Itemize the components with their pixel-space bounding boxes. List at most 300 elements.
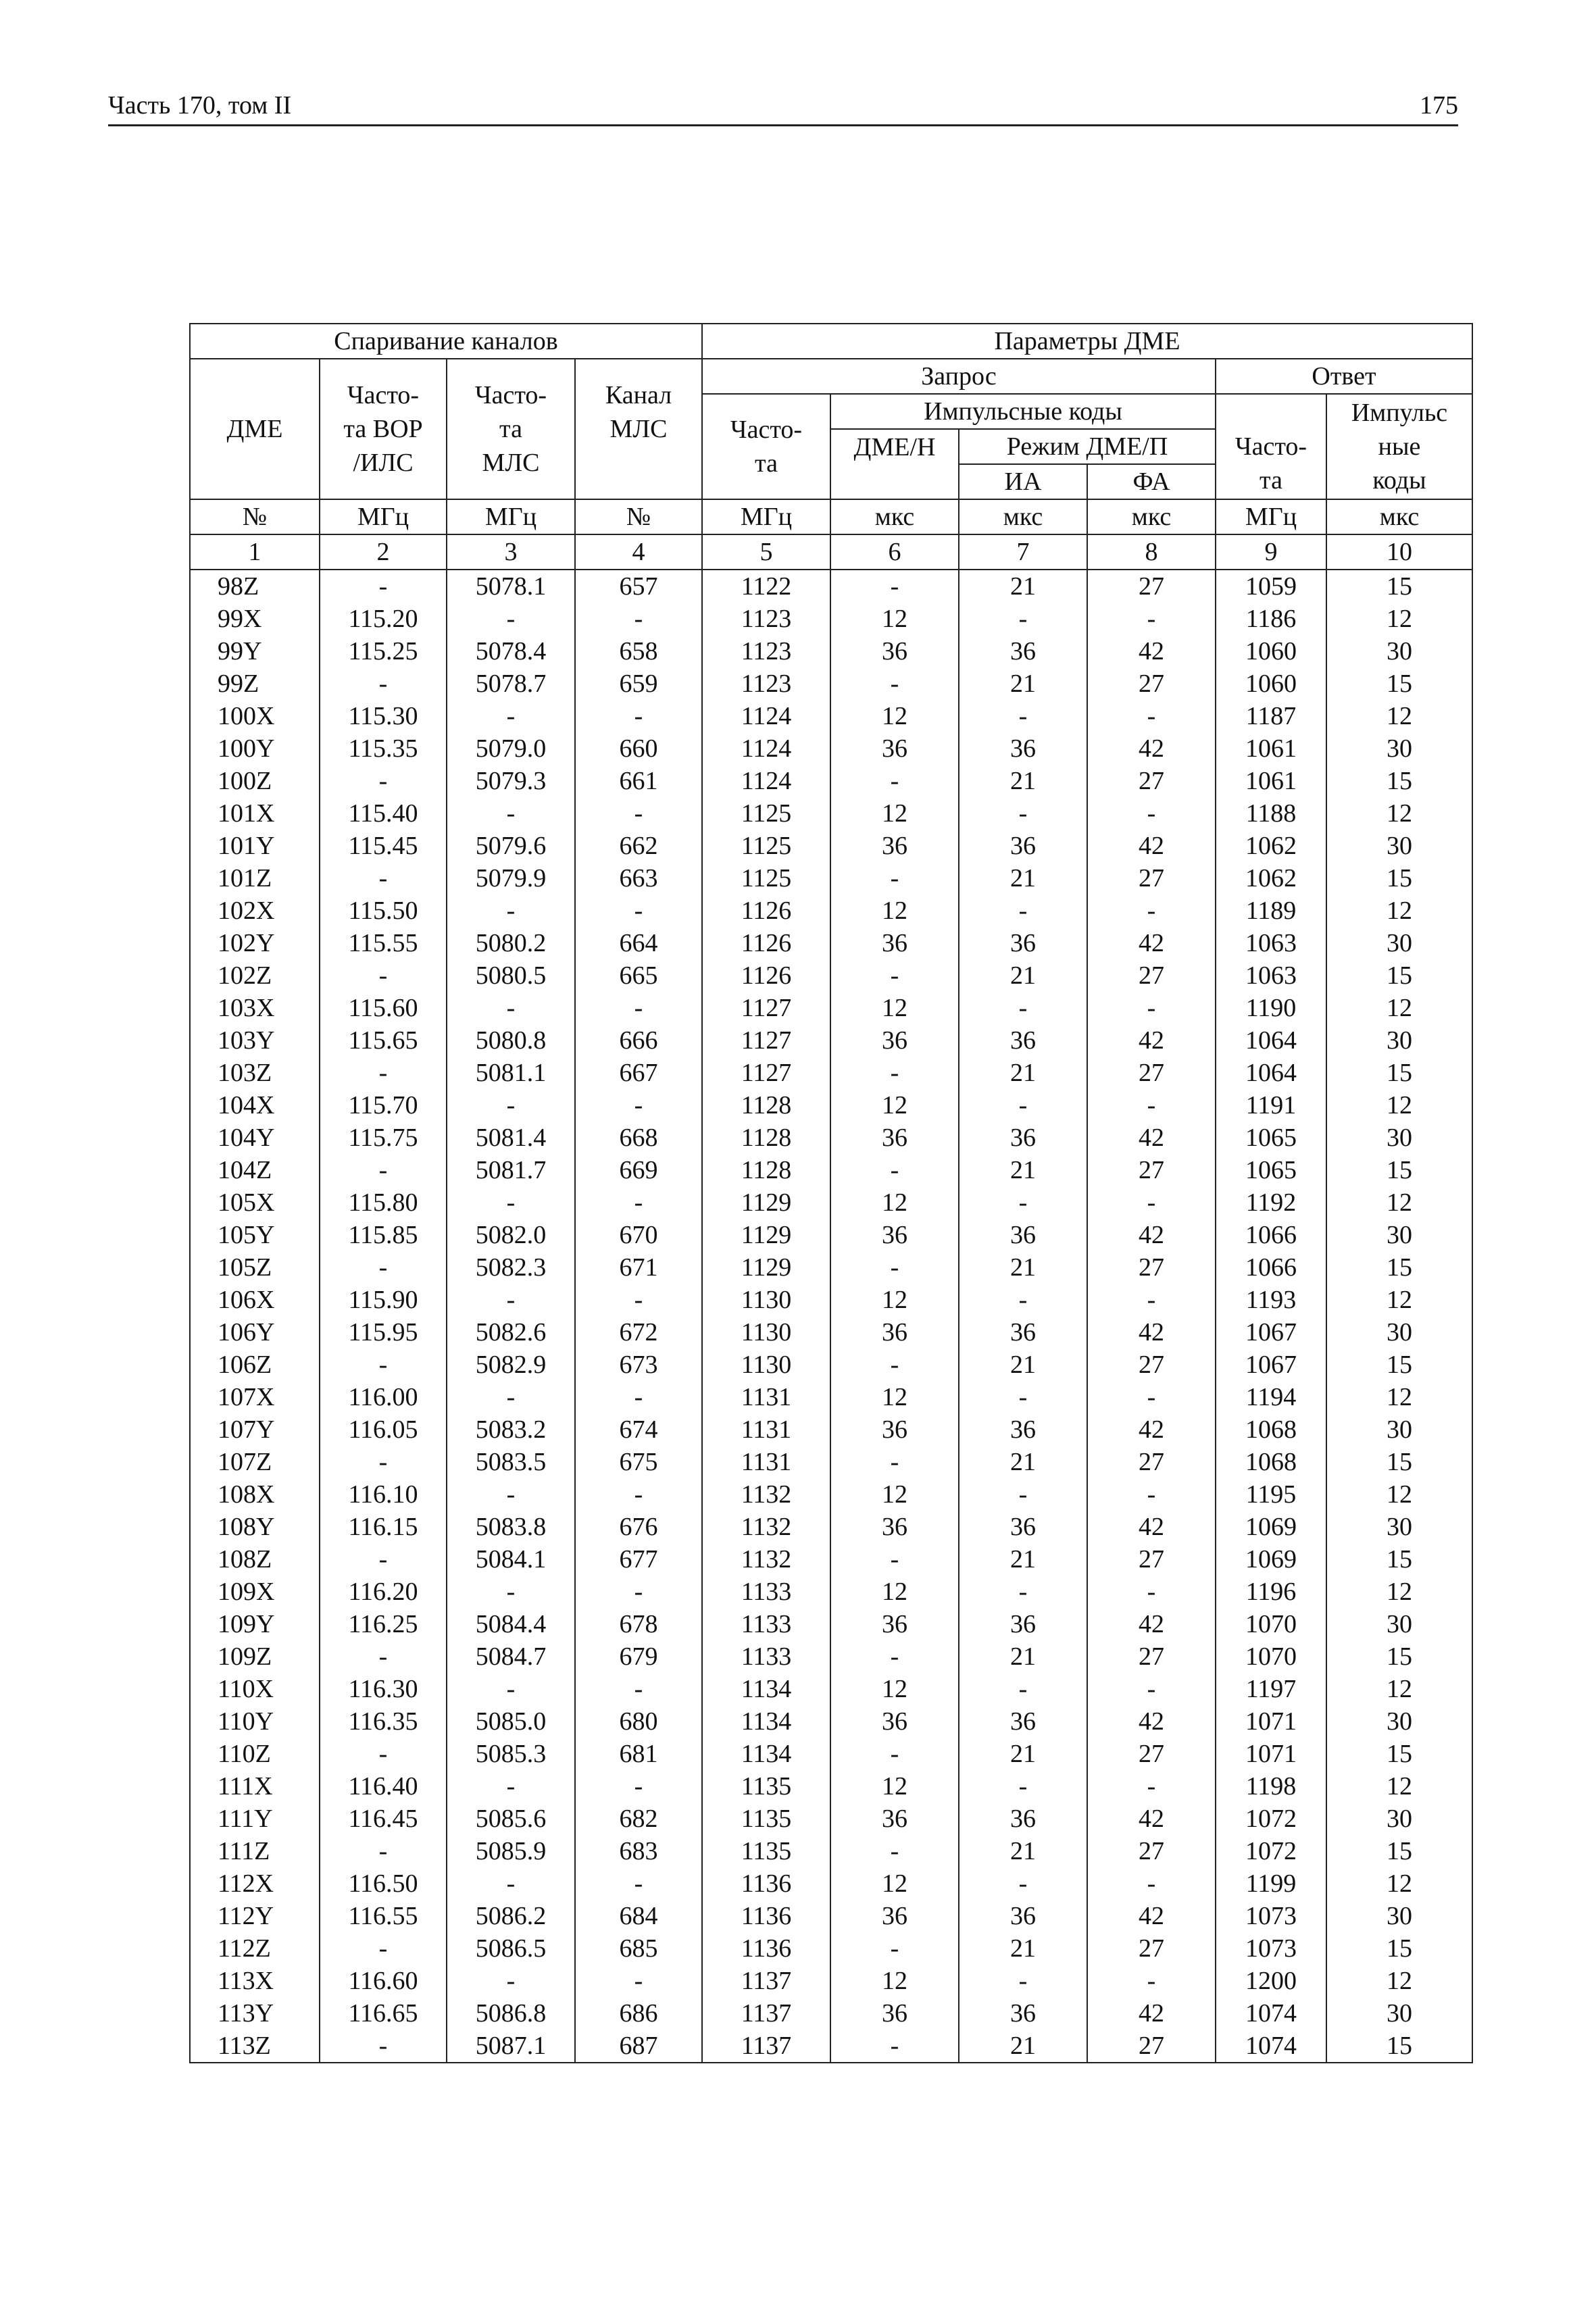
table-cell: 116.15 (320, 1511, 447, 1543)
table-cell: - (830, 1932, 959, 1965)
table-row (190, 797, 1472, 830)
table-row (190, 1803, 1472, 1835)
table-cell: 1136 (702, 1932, 830, 1965)
table-cell: 1065 (1216, 1122, 1326, 1154)
table-cell: 109X (190, 1576, 320, 1608)
table-row (190, 1835, 1472, 1867)
table-cell: 5082.3 (447, 1251, 575, 1284)
table-cell: 36 (959, 1511, 1087, 1543)
table-cell: - (320, 765, 447, 797)
group-dme-parameters: Параметры ДМЕ (702, 324, 1472, 359)
table-cell: 677 (575, 1543, 702, 1576)
table-row (190, 1770, 1472, 1803)
table-cell: 1070 (1216, 1640, 1326, 1673)
table-cell: 1131 (702, 1446, 830, 1478)
table-cell: 116.30 (320, 1673, 447, 1705)
table-cell: 1072 (1216, 1835, 1326, 1867)
table-cell: 1189 (1216, 895, 1326, 927)
table-cell: 104Z (190, 1154, 320, 1186)
col-dme-n-header: ДМЕ/Н (830, 429, 959, 499)
unit-cell: МГц (1216, 499, 1326, 534)
table-cell: - (1087, 992, 1216, 1024)
table-cell: - (575, 603, 702, 635)
table-cell: - (320, 1738, 447, 1770)
table-cell: 103Z (190, 1057, 320, 1089)
table-cell: 42 (1087, 1219, 1216, 1251)
table-cell: 15 (1326, 1543, 1472, 1576)
table-cell: 15 (1326, 668, 1472, 700)
column-number-cell: 4 (575, 534, 702, 570)
table-row (190, 1576, 1472, 1608)
table-cell: 12 (1326, 797, 1472, 830)
table-cell: 1068 (1216, 1446, 1326, 1478)
table-cell: 115.40 (320, 797, 447, 830)
table-cell: 1063 (1216, 927, 1326, 959)
table-cell: 1124 (702, 700, 830, 732)
table-cell: 673 (575, 1349, 702, 1381)
group-reply: Ответ (1216, 359, 1472, 394)
table-row (190, 1349, 1472, 1381)
table-cell: 115.95 (320, 1316, 447, 1349)
col-dme-header: ДМЕ (190, 359, 320, 499)
table-cell: 21 (959, 1057, 1087, 1089)
table-cell: 116.05 (320, 1413, 447, 1446)
table-cell: 1129 (702, 1219, 830, 1251)
table-cell: 36 (959, 635, 1087, 668)
table-cell: 1132 (702, 1511, 830, 1543)
table-cell: - (447, 1381, 575, 1413)
table-cell: 12 (1326, 1576, 1472, 1608)
table-cell: 116.60 (320, 1965, 447, 1997)
table-cell: 1060 (1216, 635, 1326, 668)
table-cell: 36 (830, 732, 959, 765)
table-cell: 36 (830, 1413, 959, 1446)
table-cell: 5078.1 (447, 570, 575, 603)
table-cell: 5078.4 (447, 635, 575, 668)
table-cell: 12 (830, 1576, 959, 1608)
table-cell: 1066 (1216, 1251, 1326, 1284)
table-cell: 5086.2 (447, 1900, 575, 1932)
table-cell: - (320, 1932, 447, 1965)
table-cell: 1190 (1216, 992, 1326, 1024)
table-row (190, 603, 1472, 635)
table-cell: - (447, 895, 575, 927)
table-cell: 1135 (702, 1835, 830, 1867)
table-cell: 106Z (190, 1349, 320, 1381)
table-cell: 12 (830, 1965, 959, 1997)
table-cell: 15 (1326, 1349, 1472, 1381)
units-row (190, 499, 1472, 534)
table-cell: 27 (1087, 1738, 1216, 1770)
table-cell: 1061 (1216, 732, 1326, 765)
table-cell: 42 (1087, 1900, 1216, 1932)
table-cell: 36 (959, 732, 1087, 765)
table-cell: 104X (190, 1089, 320, 1122)
column-number-cell: 2 (320, 534, 447, 570)
table-cell: 36 (959, 1219, 1087, 1251)
unit-cell: мкс (959, 499, 1087, 534)
table-cell: 1191 (1216, 1089, 1326, 1122)
table-cell: 15 (1326, 862, 1472, 895)
table-cell: 36 (959, 1024, 1087, 1057)
table-cell: - (447, 1673, 575, 1705)
table-cell: 105X (190, 1186, 320, 1219)
table-cell: 115.50 (320, 895, 447, 927)
unit-cell: мкс (830, 499, 959, 534)
table-cell: 5084.1 (447, 1543, 575, 1576)
table-cell: - (575, 1186, 702, 1219)
group-dme-p-mode: Режим ДМЕ/П (959, 429, 1216, 464)
table-cell: 1074 (1216, 1997, 1326, 2030)
table-cell: - (575, 1770, 702, 1803)
dme-channel-table (189, 323, 1473, 2063)
unit-cell: мкс (1087, 499, 1216, 534)
table-row (190, 1738, 1472, 1770)
table-cell: 1131 (702, 1381, 830, 1413)
table-cell: 42 (1087, 927, 1216, 959)
table-cell: - (575, 1673, 702, 1705)
table-cell: 116.55 (320, 1900, 447, 1932)
table-cell: 12 (1326, 700, 1472, 732)
table-row (190, 635, 1472, 668)
col-vor-ils-freq-header: Часто- та ВОР /ИЛС (320, 359, 447, 499)
table-cell: 681 (575, 1738, 702, 1770)
table-cell: - (959, 992, 1087, 1024)
table-cell: - (575, 1576, 702, 1608)
table-cell: 27 (1087, 765, 1216, 797)
table-cell: 1126 (702, 927, 830, 959)
table-cell: - (1087, 895, 1216, 927)
table-cell: 5081.4 (447, 1122, 575, 1154)
table-cell: 36 (959, 1608, 1087, 1640)
table-cell: 682 (575, 1803, 702, 1835)
table-cell: - (320, 959, 447, 992)
table-cell: 36 (830, 1705, 959, 1738)
table-cell: - (959, 1965, 1087, 1997)
table-row (190, 668, 1472, 700)
table-row (190, 1608, 1472, 1640)
table-cell: - (830, 1057, 959, 1089)
table-cell: 664 (575, 927, 702, 959)
table-cell: - (575, 1867, 702, 1900)
table-cell: 15 (1326, 1932, 1472, 1965)
table-cell: - (320, 1446, 447, 1478)
table-cell: 36 (959, 1900, 1087, 1932)
table-cell: 111Z (190, 1835, 320, 1867)
table-cell: 670 (575, 1219, 702, 1251)
table-cell: 115.35 (320, 732, 447, 765)
table-cell: 116.35 (320, 1705, 447, 1738)
table-cell: 110Z (190, 1738, 320, 1770)
table-cell: 27 (1087, 1835, 1216, 1867)
table-row (190, 570, 1472, 603)
table-row (190, 1089, 1472, 1122)
column-number-cell: 6 (830, 534, 959, 570)
table-cell: 27 (1087, 959, 1216, 992)
table-row (190, 1867, 1472, 1900)
table-cell: - (320, 1835, 447, 1867)
table-cell: 1071 (1216, 1738, 1326, 1770)
table-cell: 1130 (702, 1284, 830, 1316)
table-cell: - (1087, 1770, 1216, 1803)
table-cell: 5080.2 (447, 927, 575, 959)
table-cell: 42 (1087, 1511, 1216, 1543)
table-cell: 1071 (1216, 1705, 1326, 1738)
table-row (190, 1446, 1472, 1478)
unit-cell: мкс (1326, 499, 1472, 534)
table-row (190, 1965, 1472, 1997)
table-row (190, 1316, 1472, 1349)
table-cell: 1129 (702, 1251, 830, 1284)
table-cell: - (830, 1251, 959, 1284)
table-cell: 5079.6 (447, 830, 575, 862)
table-cell: 27 (1087, 1543, 1216, 1576)
table-cell: 104Y (190, 1122, 320, 1154)
column-number-cell: 10 (1326, 534, 1472, 570)
table-cell: 662 (575, 830, 702, 862)
table-cell: 12 (830, 797, 959, 830)
dme-channel-table-container (189, 323, 1473, 2063)
table-cell: 30 (1326, 830, 1472, 862)
table-cell: - (1087, 1673, 1216, 1705)
table-cell: 1062 (1216, 830, 1326, 862)
table-cell: - (830, 1446, 959, 1478)
table-cell: - (830, 1640, 959, 1673)
table-row (190, 1057, 1472, 1089)
table-cell: 678 (575, 1608, 702, 1640)
table-cell: 15 (1326, 765, 1472, 797)
col-fa-header: ФА (1087, 464, 1216, 499)
table-cell: 1072 (1216, 1803, 1326, 1835)
table-cell: 98Z (190, 570, 320, 603)
table-cell: 1188 (1216, 797, 1326, 830)
table-cell: 15 (1326, 1738, 1472, 1770)
table-cell: 36 (830, 1997, 959, 2030)
table-cell: 5079.0 (447, 732, 575, 765)
table-cell: 684 (575, 1900, 702, 1932)
table-row (190, 1640, 1472, 1673)
table-cell: 36 (959, 1413, 1087, 1446)
table-cell: 21 (959, 668, 1087, 700)
table-cell: - (830, 1543, 959, 1576)
table-row (190, 2030, 1472, 2063)
table-row (190, 1251, 1472, 1284)
group-pulse-codes: Импульсные коды (830, 394, 1216, 429)
table-cell: 36 (959, 1997, 1087, 2030)
table-cell: 15 (1326, 1251, 1472, 1284)
table-cell: - (320, 668, 447, 700)
column-number-cell: 8 (1087, 534, 1216, 570)
table-cell: 30 (1326, 635, 1472, 668)
table-cell: 1135 (702, 1770, 830, 1803)
table-cell: 1125 (702, 797, 830, 830)
table-row (190, 959, 1472, 992)
table-cell: 676 (575, 1511, 702, 1543)
table-cell: 21 (959, 1932, 1087, 1965)
table-cell: - (575, 992, 702, 1024)
table-cell: - (320, 570, 447, 603)
table-cell: 1187 (1216, 700, 1326, 732)
table-cell: 112Y (190, 1900, 320, 1932)
table-cell: 1127 (702, 992, 830, 1024)
table-cell: - (1087, 603, 1216, 635)
table-cell: 5086.8 (447, 1997, 575, 2030)
table-cell: - (320, 862, 447, 895)
table-cell: - (320, 1543, 447, 1576)
table-cell: 1137 (702, 1965, 830, 1997)
table-cell: 30 (1326, 732, 1472, 765)
table-cell: - (320, 1251, 447, 1284)
col-ia-header: ИА (959, 464, 1087, 499)
table-cell: 42 (1087, 1316, 1216, 1349)
table-cell: 102X (190, 895, 320, 927)
table-cell: 679 (575, 1640, 702, 1673)
table-cell: - (1087, 1965, 1216, 1997)
table-cell: 15 (1326, 1057, 1472, 1089)
table-cell: 1133 (702, 1640, 830, 1673)
table-cell: 36 (959, 1803, 1087, 1835)
table-cell: 42 (1087, 1024, 1216, 1057)
table-cell: 15 (1326, 2030, 1472, 2063)
table-cell: 12 (1326, 1284, 1472, 1316)
table-cell: 30 (1326, 1122, 1472, 1154)
table-cell: 1069 (1216, 1543, 1326, 1576)
table-row (190, 1284, 1472, 1316)
table-cell: 1061 (1216, 765, 1326, 797)
table-cell: 99Z (190, 668, 320, 700)
table-cell: 107Z (190, 1446, 320, 1478)
table-cell: 658 (575, 635, 702, 668)
table-cell: 21 (959, 1251, 1087, 1284)
table-cell: 116.50 (320, 1867, 447, 1900)
running-title: Часть 170, том II (108, 91, 292, 120)
table-body (190, 570, 1472, 2063)
table-cell: 1066 (1216, 1219, 1326, 1251)
column-number-cell: 3 (447, 534, 575, 570)
table-cell: 27 (1087, 1349, 1216, 1381)
table-cell: - (1087, 1576, 1216, 1608)
table-cell: 5081.1 (447, 1057, 575, 1089)
table-cell: 115.60 (320, 992, 447, 1024)
table-cell: 21 (959, 1446, 1087, 1478)
table-cell: 42 (1087, 1705, 1216, 1738)
table-cell: 669 (575, 1154, 702, 1186)
table-cell: - (959, 603, 1087, 635)
table-cell: 107Y (190, 1413, 320, 1446)
table-cell: - (575, 797, 702, 830)
table-cell: 5080.8 (447, 1024, 575, 1057)
table-cell: - (830, 2030, 959, 2063)
table-cell: 1129 (702, 1186, 830, 1219)
table-cell: 100Z (190, 765, 320, 797)
table-cell: 30 (1326, 1413, 1472, 1446)
table-cell: 1125 (702, 830, 830, 862)
table-cell: 1197 (1216, 1673, 1326, 1705)
table-cell: 1064 (1216, 1057, 1326, 1089)
table-cell: - (959, 797, 1087, 830)
table-cell: 100X (190, 700, 320, 732)
table-cell: - (830, 765, 959, 797)
table-cell: - (575, 1284, 702, 1316)
table-cell: 99Y (190, 635, 320, 668)
table-cell: 36 (830, 1122, 959, 1154)
unit-cell: № (575, 499, 702, 534)
table-cell: 42 (1087, 1608, 1216, 1640)
table-cell: 21 (959, 765, 1087, 797)
table-cell: 663 (575, 862, 702, 895)
table-cell: 36 (830, 1219, 959, 1251)
table-cell: 42 (1087, 1122, 1216, 1154)
table-cell: 116.40 (320, 1770, 447, 1803)
table-cell: - (320, 1640, 447, 1673)
table-cell: 21 (959, 570, 1087, 603)
table-cell: 15 (1326, 1446, 1472, 1478)
table-cell: 115.75 (320, 1122, 447, 1154)
table-cell: 12 (1326, 1089, 1472, 1122)
table-cell: 1195 (1216, 1478, 1326, 1511)
table-cell: 667 (575, 1057, 702, 1089)
table-cell: 101Y (190, 830, 320, 862)
table-cell: 21 (959, 1543, 1087, 1576)
table-cell: 115.80 (320, 1186, 447, 1219)
table-cell: 5085.9 (447, 1835, 575, 1867)
table-cell: 42 (1087, 830, 1216, 862)
table-cell: 1065 (1216, 1154, 1326, 1186)
table-cell: 106X (190, 1284, 320, 1316)
table-cell: 111Y (190, 1803, 320, 1835)
table-cell: 1194 (1216, 1381, 1326, 1413)
table-cell: 680 (575, 1705, 702, 1738)
table-cell: 12 (1326, 1673, 1472, 1705)
table-cell: 1134 (702, 1673, 830, 1705)
table-cell: 5082.9 (447, 1349, 575, 1381)
table-cell: 5085.0 (447, 1705, 575, 1738)
table-row (190, 1024, 1472, 1057)
table-cell: 102Z (190, 959, 320, 992)
table-cell: - (959, 1576, 1087, 1608)
table-cell: - (575, 895, 702, 927)
table-cell: - (320, 2030, 447, 2063)
table-cell: 101Z (190, 862, 320, 895)
table-cell: 30 (1326, 1024, 1472, 1057)
table-cell: - (830, 570, 959, 603)
table-cell: 1124 (702, 765, 830, 797)
table-cell: 27 (1087, 1251, 1216, 1284)
table-cell: 5084.7 (447, 1640, 575, 1673)
table-cell: 108X (190, 1478, 320, 1511)
table-cell: - (959, 1284, 1087, 1316)
table-cell: 21 (959, 959, 1087, 992)
table-cell: 27 (1087, 1154, 1216, 1186)
table-row (190, 1900, 1472, 1932)
table-cell: 115.55 (320, 927, 447, 959)
table-cell: - (575, 1965, 702, 1997)
table-cell: 12 (1326, 603, 1472, 635)
table-cell: 99X (190, 603, 320, 635)
table-cell: - (447, 1478, 575, 1511)
table-cell: 12 (830, 1478, 959, 1511)
table-cell: - (1087, 1284, 1216, 1316)
table-cell: 661 (575, 765, 702, 797)
table-cell: 1124 (702, 732, 830, 765)
table-cell: 115.65 (320, 1024, 447, 1057)
table-cell: 115.70 (320, 1089, 447, 1122)
table-cell: 116.10 (320, 1478, 447, 1511)
table-cell: 36 (959, 1316, 1087, 1349)
table-cell: 108Z (190, 1543, 320, 1576)
table-cell: 12 (830, 895, 959, 927)
table-cell: 1070 (1216, 1608, 1326, 1640)
